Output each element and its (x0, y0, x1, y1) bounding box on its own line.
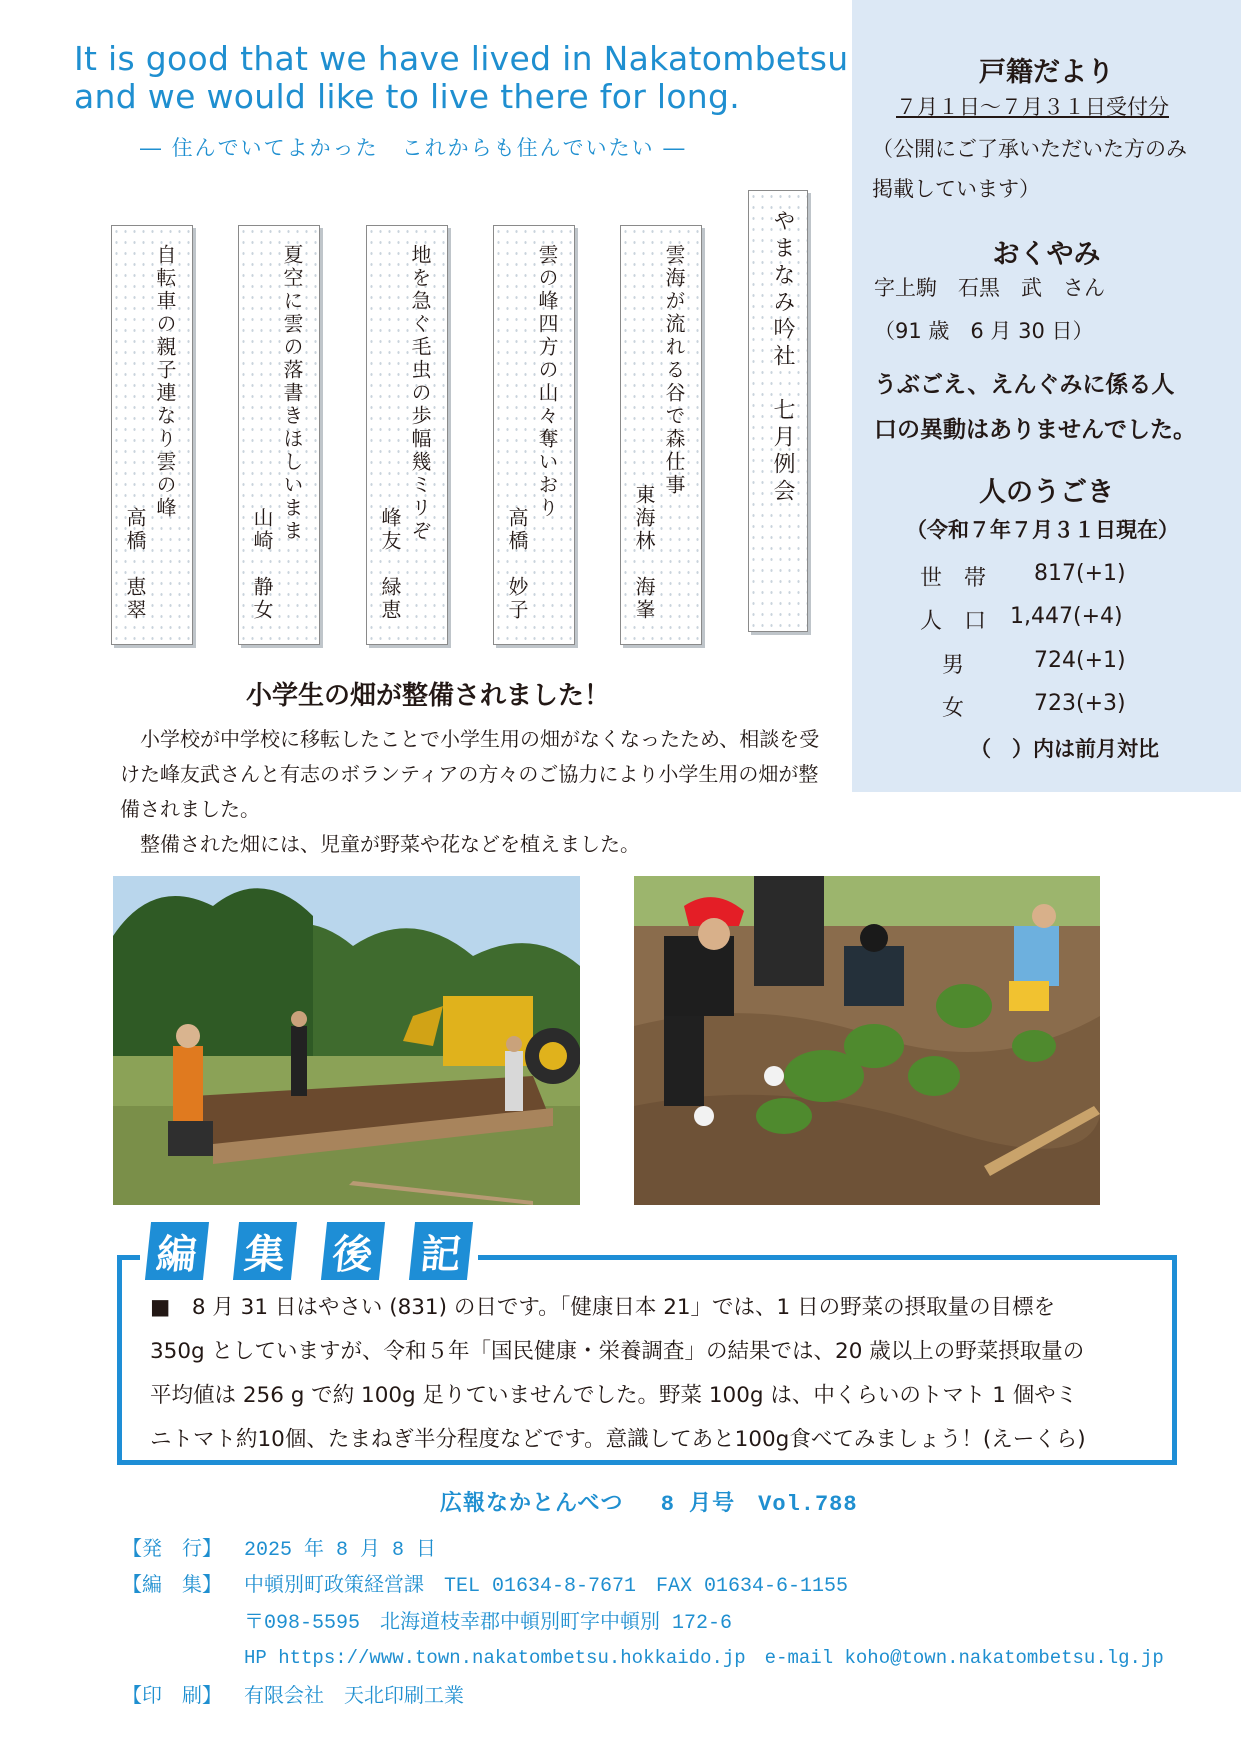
print-value: 有限会社 天北印刷工業 (244, 1686, 464, 1709)
editor-title-char: 集 (233, 1222, 297, 1280)
poem-author: 高橋 妙子 (505, 507, 529, 622)
editor-value: 中頓別町政策経営課 TEL 01634-8-7671 FAX 01634-6-1155 (244, 1575, 849, 1598)
editor-title-char: 記 (409, 1222, 473, 1280)
editor-label: 【編 集】 (122, 1575, 222, 1598)
article-paragraph-1: 小学校が中学校に移転したことで小学生用の畑がなくなったため、相談を受けた峰友武さんと有志のボランティアの方々のご協力により小学生用の畑が整備されました。 (120, 727, 820, 821)
title-english-line2: and we would like to live there for long. (74, 77, 741, 116)
editor-title-char: 編 (145, 1222, 209, 1280)
poem-author: 峰友 緑恵 (378, 507, 402, 622)
poem-strip (620, 225, 702, 645)
poem-group-title: やまなみ吟社 七月例会 (770, 209, 795, 506)
poem-strip (238, 225, 320, 645)
editor-note-title (140, 1222, 478, 1284)
koseki-period: ７月１日〜７月３１日受付分 (896, 95, 1169, 119)
stat-female-value: 723(+3) (1034, 691, 1126, 716)
koseki-note-2: 掲載しています） (872, 177, 1040, 201)
poem-text: 自転車の親子連なり雲の峰 (153, 244, 177, 520)
article-body (120, 722, 820, 862)
editor-note-text (150, 1286, 1155, 1462)
editor-line: 350g としていますが、令和５年「国民健康・栄養調査」の結果では、20 歳以上の野菜摂取量の (150, 1339, 1085, 1364)
koseki-note-1: （公開にご了承いただいた方のみ (872, 137, 1187, 161)
web-contact: HP https://www.town.nakatombetsu.hokkaido.jp e-mail koho@town.nakatombetsu.lg.jp (244, 1647, 1164, 1669)
stat-households-value: 817(+1) (1034, 561, 1126, 586)
article-paragraph-2: 整備された畑には、児童が野菜や花などを植えました。 (140, 832, 640, 856)
photo-children-planting (634, 876, 1100, 1205)
movement-title: 人のうごき (979, 477, 1114, 508)
poem-strip (111, 225, 193, 645)
poem-text: 地を急ぐ毛虫の歩幅幾ミリぞ (408, 244, 432, 543)
issue-value: 2025 年 8 月 8 日 (244, 1539, 437, 1562)
editor-line: ニトマト約10個、たまねぎ半分程度などです。意識してあと100g食べてみましょう！(えーくら) (150, 1427, 1086, 1452)
poem-text: 雲海が流れる谷で森仕事 (662, 244, 686, 497)
poem-author: 高橋 恵翠 (123, 507, 147, 622)
koseki-panel (852, 0, 1241, 792)
okuyami-title: おくやみ (992, 239, 1101, 270)
poem-text: 夏空に雲の落書きほしいまま (280, 244, 304, 543)
stat-population-label: 人 口 (920, 609, 987, 634)
stat-households-label: 世 帯 (920, 566, 987, 591)
address: 〒098-5595 北海道枝幸郡中頓別町字中頓別 172-6 (244, 1612, 733, 1635)
notice-line-1: うぶごえ、えんぐみに係る人 (874, 372, 1175, 398)
poem-group-strip (748, 190, 808, 632)
article-title: 小学生の畑が整備されました！ (246, 681, 611, 711)
editor-line: 平均値は 256 g で約 100g 足りていませんでした。野菜 100g は、中くらいのトマト 1 個やミ (150, 1383, 1078, 1408)
okuyami-detail: （91 歳 6 月 30 日） (874, 319, 1094, 343)
title-japanese: ― 住んでいてよかった これからも住んでいたい ― (140, 136, 687, 160)
poem-author: 山崎 静女 (250, 507, 274, 622)
movement-date: （令和７年７月３１日現在） (906, 518, 1179, 542)
poem-author: 東海林 海峯 (632, 484, 656, 622)
title-english-line1: It is good that we have lived in Nakatombetsu (74, 39, 849, 78)
title-english (74, 40, 854, 116)
editor-title-char: 後 (321, 1222, 385, 1280)
okuyami-name: 字上駒 石黒 武 さん (874, 276, 1105, 300)
stats-note: （ ）内は前月対比 (970, 737, 1159, 761)
koseki-title: 戸籍だより (979, 57, 1114, 88)
poem-strip (493, 225, 575, 645)
stat-male-value: 724(+1) (1034, 648, 1126, 673)
poem-text: 雲の峰四方の山々奪いおり (535, 244, 559, 520)
stat-female-label: 女 (942, 696, 965, 721)
issue-label: 【発 行】 (122, 1539, 222, 1562)
footer-title: 広報なかとんべつ 8 月号 Vol.788 (440, 1492, 858, 1517)
photo-field-construction (113, 876, 580, 1205)
stat-male-label: 男 (942, 653, 965, 678)
stat-population-value: 1,447(+4) (1010, 604, 1123, 629)
editor-line: ■ 8 月 31 日はやさい (831) の日です。「健康日本 21」では、1 日の野菜の摂取量の目標を (150, 1295, 1056, 1320)
poem-strip (366, 225, 448, 645)
notice-line-2: 口の異動はありませんでした。 (874, 417, 1196, 443)
print-label: 【印 刷】 (122, 1686, 222, 1709)
